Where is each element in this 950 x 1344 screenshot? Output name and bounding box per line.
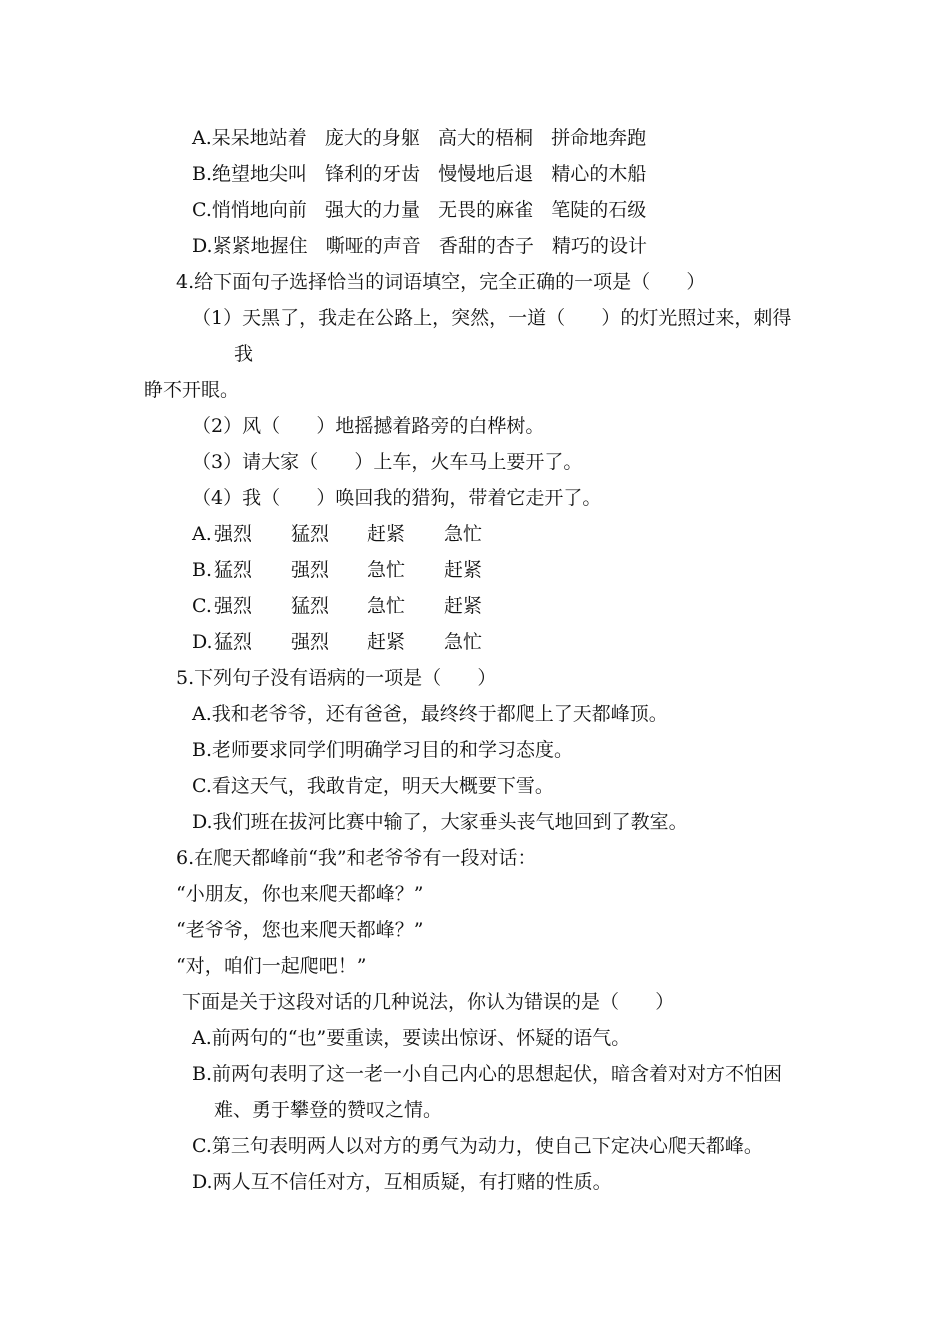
q4-sentence-1: （1）天黑了，我走在公路上，突然，一道（ ）的灯光照过来，刺得 [192,307,792,329]
option-word: 赶紧 [367,631,406,653]
option-word: 强烈 [291,559,330,581]
q5-option-b: B.老师要求同学们明确学习目的和学习态度。 [192,739,574,761]
q4-sentence-2: （2）风（ ）地摇撼着路旁的白桦树。 [192,415,545,437]
q3-option-a: A.呆呆地站着 庞大的身躯 高大的梧桐 拼命地奔跑 [192,127,647,149]
q5-option-c: C.看这天气，我敢肯定，明天大概要下雪。 [192,775,554,797]
q6-dialogue-1: “小朋友，你也来爬天都峰？” [176,883,424,905]
option-label: A. [192,523,212,545]
option-word: 猛烈 [291,523,330,545]
q4-stem: 4.给下面句子选择恰当的词语填空，完全正确的一项是（ ） [176,271,706,293]
option-word: 猛烈 [214,559,253,581]
q5-stem: 5.下列句子没有语病的一项是（ ） [176,667,497,689]
option-word: 急忙 [367,595,406,617]
option-word: 强烈 [214,595,253,617]
q6-prompt: 下面是关于这段对话的几种说法，你认为错误的是（ ） [182,991,675,1013]
q6-option-c: C.第三句表明两人以对方的勇气为动力，使自己下定决心爬天都峰。 [192,1135,763,1157]
option-label: C. [192,595,212,617]
q3-option-b: B.绝望地尖叫 锋利的牙齿 慢慢地后退 精心的木船 [192,163,647,185]
q3-option-c: C.悄悄地向前 强大的力量 无畏的麻雀 笔陡的石级 [192,199,647,221]
option-label: B. [192,559,213,581]
q6-option-d: D.两人互不信任对方，互相质疑，有打赌的性质。 [192,1171,612,1193]
option-word: 强烈 [214,523,253,545]
option-word: 强烈 [291,631,330,653]
q6-dialogue-2: “老爷爷，您也来爬天都峰？” [176,919,424,941]
option-word: 赶紧 [444,595,483,617]
q3-option-d: D.紧紧地握住 嘶哑的声音 香甜的杏子 精巧的设计 [192,235,647,257]
q4-sentence-1-wrap: 我 [234,343,254,365]
q4-sentence-3: （3）请大家（ ）上车，火车马上要开了。 [192,451,583,473]
q6-dialogue-3: “对，咱们一起爬吧！” [176,955,367,977]
q4-sentence-1-end: 睁不开眼。 [144,379,240,401]
option-word: 猛烈 [291,595,330,617]
q6-option-b-wrap: 难、勇于攀登的赞叹之情。 [214,1099,443,1121]
q6-option-b: B.前两句表明了这一老一小自己内心的思想起伏，暗含着对对方不怕困 [192,1063,783,1085]
q5-option-a: A.我和老爷爷，还有爸爸，最终终于都爬上了天都峰顶。 [192,703,668,725]
q6-option-a: A.前两句的“也”要重读，要读出惊讶、怀疑的语气。 [192,1027,631,1049]
q5-option-d: D.我们班在拔河比赛中输了，大家垂头丧气地回到了教室。 [192,811,688,833]
option-word: 赶紧 [367,523,406,545]
q6-stem: 6.在爬天都峰前“我”和老爷爷有一段对话： [176,847,537,869]
option-label: D. [192,631,213,653]
option-word: 赶紧 [444,559,483,581]
option-word: 急忙 [367,559,406,581]
option-word: 急忙 [444,523,483,545]
option-word: 急忙 [444,631,483,653]
q4-sentence-4: （4）我（ ）唤回我的猎狗，带着它走开了。 [192,487,602,509]
option-word: 猛烈 [214,631,253,653]
